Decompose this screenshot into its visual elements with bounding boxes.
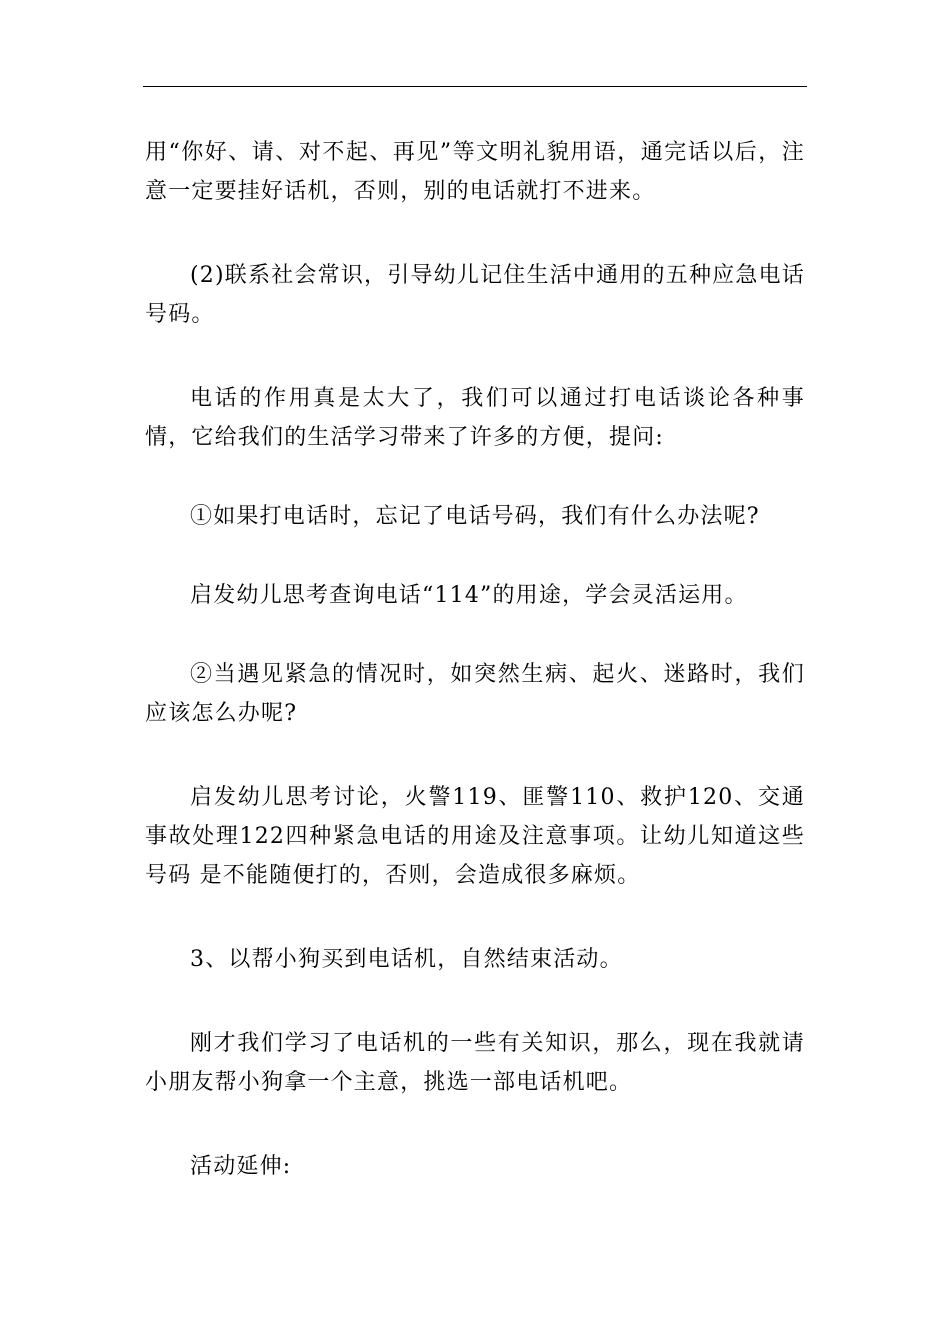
paragraph-9: 刚才我们学习了电话机的一些有关知识，那么，现在我就请小朋友帮小狗拿一个主意，挑选一部电话机吧。 [145, 1031, 805, 1095]
paragraph-8: 3、以帮小狗买到电话机，自然结束活动。 [190, 947, 623, 972]
paragraph-10: 活动延伸: [190, 1154, 292, 1179]
paragraph-7: 启发幼儿思考讨论，火警119、匪警110、救护120、交通事故处理122四种紧急电话的用途及注意事项。让幼儿知道这些号码 是不能随便打的，否则，会造成很多麻烦。 [145, 785, 805, 888]
paragraph-4: ①如果打电话时，忘记了电话号码，我们有什么办法呢? [190, 504, 760, 529]
paragraph-3: 电话的作用真是太大了，我们可以通过打电话谈论各种事情，它给我们的生活学习带来了许多的方便，提问: [145, 386, 805, 450]
paragraph-2: (2)联系社会常识，引导幼儿记住生活中通用的五种应急电话号码。 [145, 263, 805, 327]
document-body [145, 133, 805, 1186]
header-rule [143, 86, 807, 87]
paragraph-6: ②当遇见紧急的情况时，如突然生病、起火、迷路时，我们应该怎么办呢? [145, 662, 805, 726]
paragraph-5: 启发幼儿思考查询电话“114”的用途，学会灵活运用。 [190, 583, 748, 608]
paragraph-1: 用“你好、请、对不起、再见”等文明礼貌用语，通完话以后，注意一定要挂好话机，否则，别的电话就打不进来。 [145, 140, 805, 204]
